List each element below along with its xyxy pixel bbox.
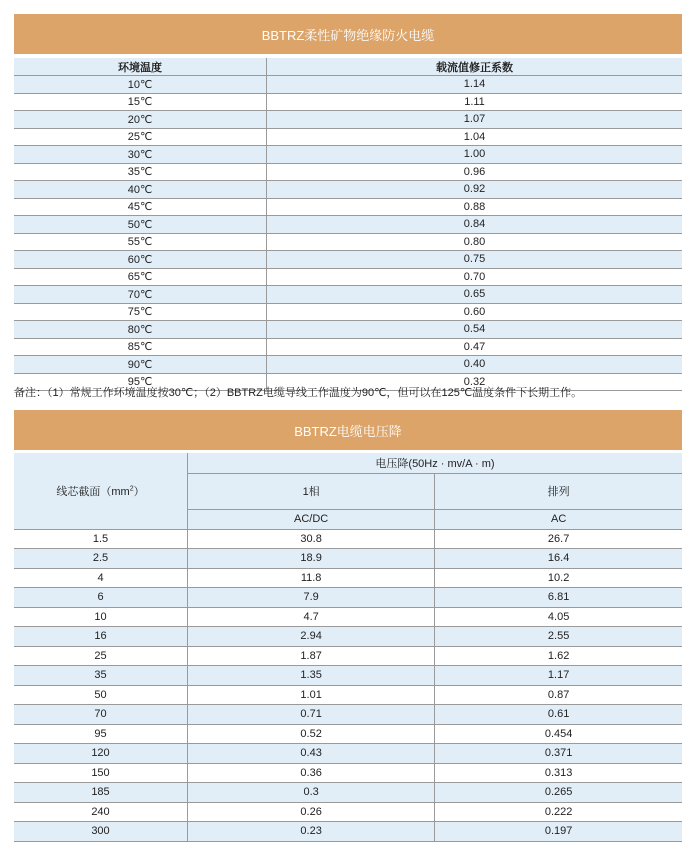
single-phase-cell: 2.94 <box>188 627 435 647</box>
temperature-cell: 70℃ <box>14 286 267 304</box>
cross-section-cell: 1.5 <box>14 529 188 549</box>
table-row <box>14 338 682 356</box>
correction-factor-header: 载流值修正系数 <box>267 58 683 76</box>
arrangement-cell: 0.222 <box>435 802 682 822</box>
arrangement-cell: 2.55 <box>435 627 682 647</box>
factor-cell: 1.00 <box>267 146 683 164</box>
table-row <box>14 93 682 111</box>
cross-section-cell: 70 <box>14 705 188 725</box>
cross-section-cell: 95 <box>14 724 188 744</box>
factor-cell: 1.14 <box>267 76 683 94</box>
temperature-cell: 85℃ <box>14 338 267 356</box>
single-phase-cell: 11.8 <box>188 568 435 588</box>
factor-cell: 0.65 <box>267 286 683 304</box>
factor-cell: 1.07 <box>267 111 683 129</box>
factor-cell: 0.32 <box>267 373 683 391</box>
factor-cell: 1.11 <box>267 93 683 111</box>
single-phase-cell: 0.71 <box>188 705 435 725</box>
table-row <box>14 685 682 705</box>
cross-section-header <box>14 453 188 529</box>
arrangement-cell: 1.17 <box>435 666 682 686</box>
single-phase-cell: 30.8 <box>188 529 435 549</box>
arrangement-header: 排列 <box>435 473 682 509</box>
table-row <box>14 251 682 269</box>
single-phase-cell: 7.9 <box>188 588 435 608</box>
ampacity-body <box>14 76 682 391</box>
arrangement-cell: 0.371 <box>435 744 682 764</box>
table-row <box>14 607 682 627</box>
ampacity-table-title: BBTRZ柔性矿物绝缘防火电缆 <box>14 14 682 54</box>
table-row <box>14 588 682 608</box>
temperature-cell: 95℃ <box>14 373 267 391</box>
table-row <box>14 286 682 304</box>
cross-section-cell: 50 <box>14 685 188 705</box>
temperature-cell: 45℃ <box>14 198 267 216</box>
table-row <box>14 666 682 686</box>
table-row <box>14 111 682 129</box>
voltage-drop-title: BBTRZ电缆电压降 <box>14 410 682 450</box>
factor-cell: 0.75 <box>267 251 683 269</box>
temperature-cell: 65℃ <box>14 268 267 286</box>
table-row <box>14 76 682 94</box>
temperature-cell: 40℃ <box>14 181 267 199</box>
footnote: 备注：（1）常规工作环境温度按30℃；（2）BBTRZ电缆导线工作温度为90℃，但可以在125℃温度条件下长期工作。 <box>14 387 583 399</box>
acdc-header: AC/DC <box>188 509 435 529</box>
temperature-cell: 15℃ <box>14 93 267 111</box>
table-row <box>14 146 682 164</box>
temperature-cell: 55℃ <box>14 233 267 251</box>
voltage-drop-table <box>14 410 682 842</box>
table-row <box>14 783 682 803</box>
arrangement-cell: 0.265 <box>435 783 682 803</box>
arrangement-cell: 10.2 <box>435 568 682 588</box>
arrangement-cell: 26.7 <box>435 529 682 549</box>
table-row <box>14 268 682 286</box>
cross-section-cell: 4 <box>14 568 188 588</box>
temperature-cell: 80℃ <box>14 321 267 339</box>
single-phase-header: 1相 <box>188 473 435 509</box>
table-row <box>14 198 682 216</box>
cross-section-cell: 25 <box>14 646 188 666</box>
table-row <box>14 705 682 725</box>
table-row <box>14 627 682 647</box>
temperature-cell: 25℃ <box>14 128 267 146</box>
temperature-cell: 75℃ <box>14 303 267 321</box>
single-phase-cell: 0.52 <box>188 724 435 744</box>
table-row <box>14 646 682 666</box>
temperature-cell: 90℃ <box>14 356 267 374</box>
arrangement-cell: 0.313 <box>435 763 682 783</box>
table-row <box>14 549 682 569</box>
temperature-cell: 10℃ <box>14 76 267 94</box>
cross-section-cell: 6 <box>14 588 188 608</box>
single-phase-cell: 0.36 <box>188 763 435 783</box>
table-row <box>14 128 682 146</box>
table-row <box>14 163 682 181</box>
table-row <box>14 763 682 783</box>
temperature-cell: 20℃ <box>14 111 267 129</box>
single-phase-cell: 1.01 <box>188 685 435 705</box>
arrangement-cell: 6.81 <box>435 588 682 608</box>
temperature-cell: 30℃ <box>14 146 267 164</box>
voltage-drop-header: 电压降(50Hz · mv/A · m) <box>188 453 683 473</box>
table-row <box>14 321 682 339</box>
arrangement-cell: 4.05 <box>435 607 682 627</box>
single-phase-cell: 4.7 <box>188 607 435 627</box>
factor-cell: 0.47 <box>267 338 683 356</box>
ambient-temperature-header: 环境温度 <box>14 58 267 76</box>
temperature-cell: 60℃ <box>14 251 267 269</box>
ampacity-header-row <box>14 58 682 76</box>
factor-cell: 0.54 <box>267 321 683 339</box>
arrangement-cell: 1.62 <box>435 646 682 666</box>
cross-section-cell: 150 <box>14 763 188 783</box>
factor-cell: 0.96 <box>267 163 683 181</box>
single-phase-cell: 0.26 <box>188 802 435 822</box>
table-row <box>14 744 682 764</box>
single-phase-cell: 0.43 <box>188 744 435 764</box>
single-phase-cell: 0.23 <box>188 822 435 842</box>
cross-section-cell: 16 <box>14 627 188 647</box>
table-row <box>14 529 682 549</box>
cross-section-cell: 120 <box>14 744 188 764</box>
unit-superscript: 2 <box>129 485 134 493</box>
cross-section-cell: 2.5 <box>14 549 188 569</box>
table-row <box>14 802 682 822</box>
factor-cell: 1.04 <box>267 128 683 146</box>
single-phase-cell: 18.9 <box>188 549 435 569</box>
cross-section-cell: 35 <box>14 666 188 686</box>
factor-cell: 0.60 <box>267 303 683 321</box>
single-phase-cell: 1.35 <box>188 666 435 686</box>
table-row <box>14 181 682 199</box>
factor-cell: 0.88 <box>267 198 683 216</box>
voltage-drop-body <box>14 453 682 841</box>
table-row <box>14 822 682 842</box>
temperature-cell: 50℃ <box>14 216 267 234</box>
arrangement-cell: 0.197 <box>435 822 682 842</box>
table-row <box>14 356 682 374</box>
table-row <box>14 216 682 234</box>
ampacity-grid <box>14 58 682 391</box>
cross-section-cell: 10 <box>14 607 188 627</box>
ampacity-correction-table <box>14 14 682 391</box>
arrangement-cell: 16.4 <box>435 549 682 569</box>
factor-cell: 0.80 <box>267 233 683 251</box>
temperature-cell: 35℃ <box>14 163 267 181</box>
ac-header: AC <box>435 509 682 529</box>
cross-section-label: 线芯截面（mm <box>56 485 130 498</box>
table-row <box>14 724 682 744</box>
cross-section-cell: 240 <box>14 802 188 822</box>
table-row <box>14 303 682 321</box>
voltage-drop-grid <box>14 453 682 842</box>
arrangement-cell: 0.61 <box>435 705 682 725</box>
factor-cell: 0.84 <box>267 216 683 234</box>
single-phase-cell: 1.87 <box>188 646 435 666</box>
cross-section-cell: 185 <box>14 783 188 803</box>
table-row <box>14 233 682 251</box>
voltage-header-row <box>14 453 682 473</box>
factor-cell: 0.70 <box>267 268 683 286</box>
arrangement-cell: 0.87 <box>435 685 682 705</box>
cross-section-cell: 300 <box>14 822 188 842</box>
factor-cell: 0.40 <box>267 356 683 374</box>
single-phase-cell: 0.3 <box>188 783 435 803</box>
factor-cell: 0.92 <box>267 181 683 199</box>
cross-section-label-close: ） <box>133 485 145 498</box>
table-row <box>14 568 682 588</box>
arrangement-cell: 0.454 <box>435 724 682 744</box>
